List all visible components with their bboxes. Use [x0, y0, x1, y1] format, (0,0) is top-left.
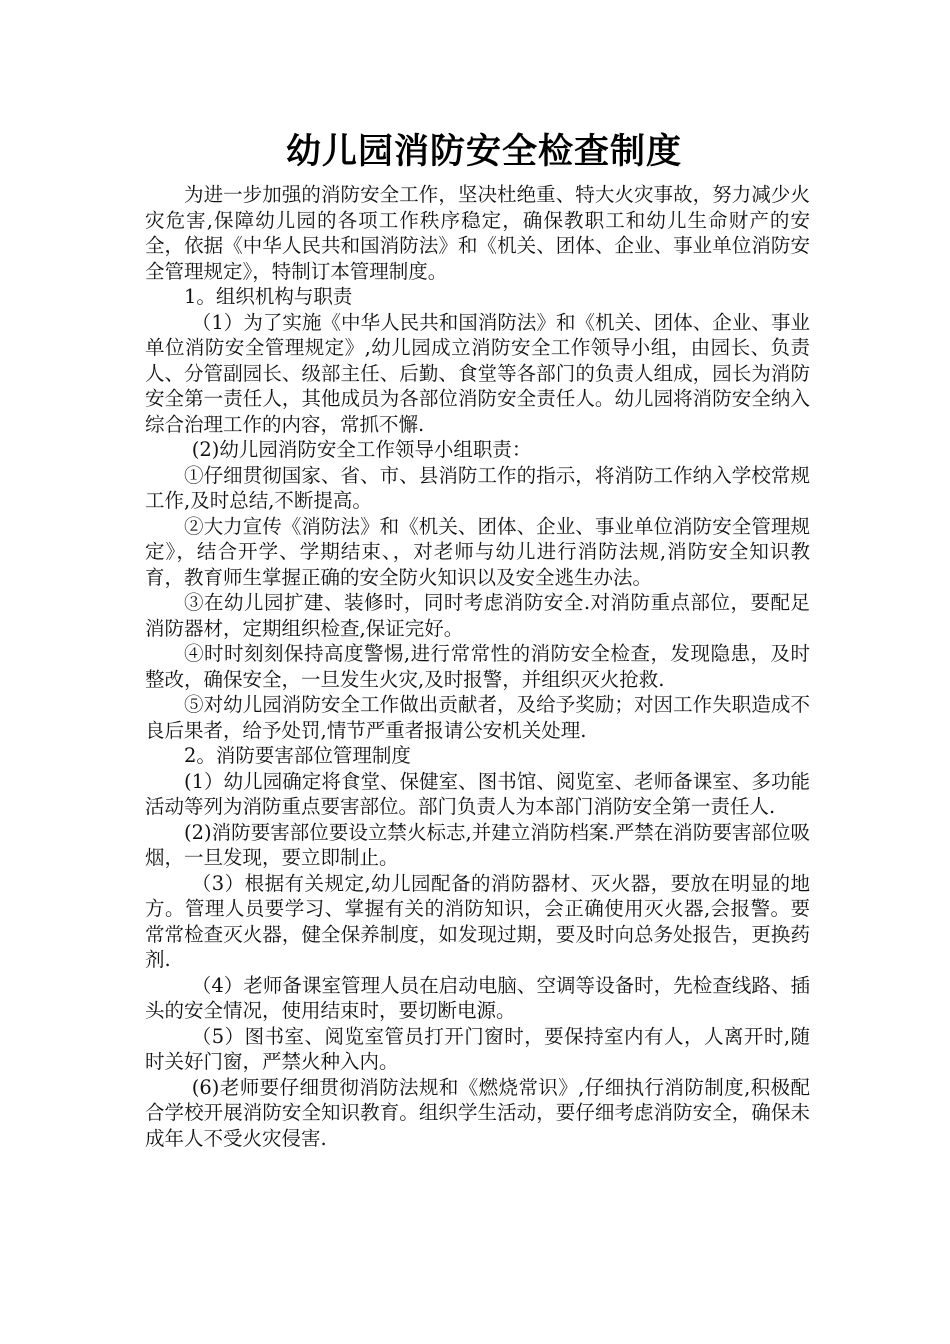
paragraph-key-areas-1: (1）幼儿园确定将食堂、保健室、图书馆、阅览室、老师备课室、多功能活动等列为消防重点要害部位。部门负责人为本部门消防安全第一责任人. — [145, 769, 810, 818]
paragraph-key-areas-4: （4）老师备课室管理人员在启动电脑、空调等设备时，先检查线路、插头的安全情况，使用结束时，要切断电源。 — [145, 973, 810, 1022]
intro-paragraph: 为进一步加强的消防安全工作，坚决杜绝重、特大火灾事故，努力减少火灾危害,保障幼儿园的各项工作秩序稳定，确保教职工和幼儿生命财产的安全，依据《中华人民共和国消防法》和《机关、团体、企业、事业单位消防安全管理规定》，特制订本管理制度。 — [145, 183, 810, 283]
paragraph-organization-2: (2)幼儿园消防安全工作领导小组职责： — [191, 438, 532, 461]
duty-item-3: ③在幼儿园扩建、装修时，同时考虑消防安全.对消防重点部位，要配足消防器材，定期组织检查,保证完好。 — [145, 591, 810, 640]
document-body — [145, 182, 810, 1151]
paragraph-key-areas-6: (6)老师要仔细贯彻消防法规和《燃烧常识》,仔细执行消防制度,积极配合学校开展消防安全知识教育。组织学生活动，要仔细考虑消防安全，确保未成年人不受火灾侵害. — [145, 1075, 810, 1150]
paragraph-key-areas-5: （5）图书室、阅览室管员打开门窗时，要保持室内有人，人离开时,随时关好门窗，严禁火种入内。 — [145, 1024, 810, 1073]
document-page — [145, 130, 810, 1151]
document-title: 幼儿园消防安全检查制度 — [285, 132, 682, 172]
paragraph-key-areas-3: （3）根据有关规定,幼儿园配备的消防器材、灭火器，要放在明显的地方。管理人员要学习、掌握有关的消防知识，会正确使用灭火器,会报警。要常常检查灭火器，健全保养制度，如发现过期，要及时向总务处报告，更换药剂. — [145, 871, 810, 971]
duty-item-5: ⑤对幼儿园消防安全工作做出贡献者，及给予奖励；对因工作失职造成不良后果者，给予处罚,情节严重者报请公安机关处理. — [145, 693, 810, 742]
section-heading-key-areas: 2。消防要害部位管理制度 — [184, 744, 411, 767]
paragraph-organization-1: （1）为了实施《中华人民共和国消防法》和《机关、团体、企业、事业单位消防安全管理规定》,幼儿园成立消防安全工作领导小组，由园长、负责人、分管副园长、级部主任、后勤、食堂等各部门的负责人组成，园长为消防安全第一责任人，其他成员为各部位消防安全责任人。幼儿园将消防安全纳入综合治理工作的内容，常抓不懈. — [145, 310, 810, 436]
duty-item-2: ②大力宣传《消防法》和《机关、团体、企业、事业单位消防安全管理规定》，结合开学、学期结束、，对老师与幼儿进行消防法规,消防安全知识教育，教育师生掌握正确的安全防火知识以及安全逃生办法。 — [145, 514, 810, 589]
duty-item-4: ④时时刻刻保持高度警惕,进行常常性的消防安全检查，发现隐患，及时整改，确保安全，一旦发生火灾,及时报警，并组织灭火抢救. — [145, 642, 810, 691]
duty-item-1: ①仔细贯彻国家、省、市、县消防工作的指示，将消防工作纳入学校常规工作,及时总结,不断提高。 — [145, 463, 810, 512]
paragraph-key-areas-2: (2)消防要害部位要设立禁火标志,并建立消防档案.严禁在消防要害部位吸烟，一旦发现，要立即制止。 — [145, 820, 810, 869]
section-heading-organization: 1。组织机构与职责 — [184, 285, 353, 308]
